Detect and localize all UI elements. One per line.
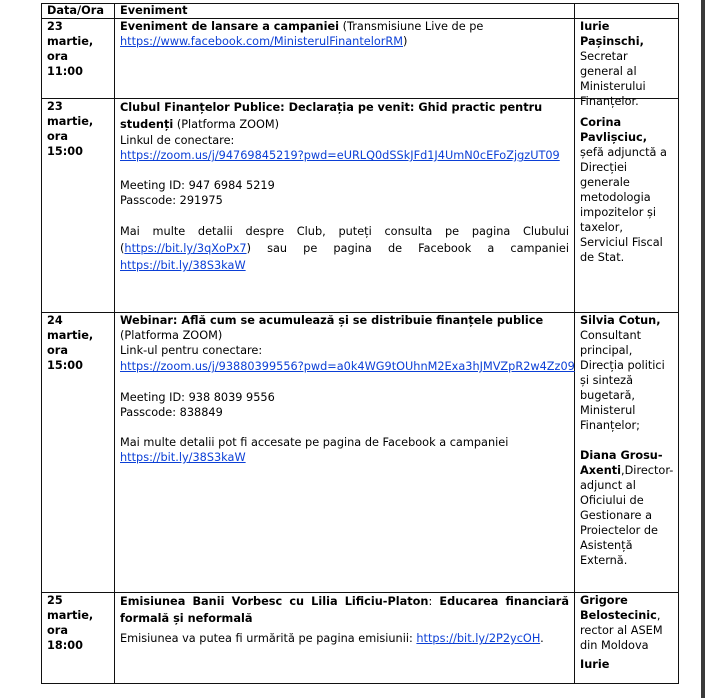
- header-date-label: Data/Ora: [47, 4, 104, 17]
- connect-label: Link-ul pentru conectare:: [120, 344, 263, 357]
- speaker-role: ,Director-adjunct al Oficiului de Gestionare a Proiectelor de Asistență Externă.: [580, 464, 674, 567]
- date-ora: ora: [47, 130, 68, 143]
- date-month: martie,: [47, 609, 94, 622]
- table-row: [42, 19, 678, 108]
- event-details: [115, 19, 575, 98]
- paren-open: (: [120, 242, 125, 255]
- date-month: martie,: [47, 115, 94, 128]
- speaker-name: Diana Grosu-Axenti: [580, 449, 663, 477]
- scrollbar[interactable]: [701, 0, 705, 698]
- table-row: [42, 99, 678, 313]
- event-date: [42, 99, 115, 312]
- passcode: Passcode: 291975: [120, 194, 223, 207]
- event-date: [42, 593, 115, 683]
- speaker-name: Grigore Belostecinic: [580, 594, 657, 622]
- speaker-name: Corina Pavlișciuc,: [580, 116, 648, 144]
- date-ora: ora: [47, 624, 68, 637]
- speaker-role: șefă adjunctă a Direcției generale metodologia impozitelor și taxelor, Serviciul Fiscal de Stat.: [580, 146, 667, 264]
- event-subtitle: Educarea financiară formală și neformală: [120, 595, 570, 625]
- event-speakers: [575, 19, 678, 108]
- zoom-link[interactable]: https://zoom.us/j/93880399556?pwd=a0k4WG9tOUhnM2Exa3hJMVZpR2w4Zz09: [120, 360, 575, 373]
- event-speakers: [575, 593, 678, 683]
- event-title-suffix: (Platforma ZOOM): [173, 118, 280, 131]
- table-header-row: [42, 4, 678, 19]
- header-event: [115, 4, 575, 18]
- speaker-name: Iurie Pașinschi,: [580, 20, 644, 48]
- event-title: Webinar: Află cum se acumulează și se distribuie finanțele publice: [120, 314, 544, 327]
- event-title-suffix: (Transmisiune Live de pe: [339, 20, 484, 33]
- event-date: [42, 313, 115, 592]
- speaker-role: , rector al ASEM din Moldova: [580, 609, 663, 652]
- header-speaker: [575, 4, 678, 18]
- zoom-link[interactable]: https://zoom.us/j/94769845219?pwd=eURLQ0dSSkJFd1J4UmN0cEFoZjgzUT09: [120, 149, 560, 162]
- speaker-name: Iurie: [580, 658, 610, 671]
- date-day: 25: [47, 594, 63, 607]
- table-row: [42, 313, 678, 593]
- event-details: [115, 313, 575, 592]
- speaker-role: Secretar general al Ministerului Finanțelor.: [580, 50, 646, 108]
- title-colon: :: [428, 595, 433, 608]
- link-suffix: .: [540, 632, 544, 645]
- event-title: Emisiunea Banii Vorbesc cu Lilia Lificiu-Platon: [120, 595, 429, 608]
- date-day: 23: [47, 100, 63, 113]
- passcode: Passcode: 838849: [120, 406, 223, 419]
- event-details: [115, 593, 575, 683]
- emisiune-link[interactable]: https://bit.ly/2P2ycOH: [416, 632, 541, 645]
- more-details-text-2: ) sau pe pagina de Facebook a campaniei: [246, 242, 569, 255]
- event-title: Eveniment de lansare a campaniei: [120, 20, 340, 33]
- campaign-facebook-link[interactable]: https://bit.ly/38S3kaW: [120, 259, 246, 272]
- more-details-text: Mai multe detalii pot fi accesate pe pagina de Facebook a campaniei: [120, 436, 509, 449]
- facebook-link[interactable]: https://www.facebook.com/MinisterulFinantelorRM: [120, 35, 404, 48]
- event-description: Emisiunea va putea fi urmărită pe pagina emisiunii:: [120, 632, 417, 645]
- event-details: [115, 99, 575, 312]
- date-time: 11:00: [47, 65, 83, 78]
- date-ora: ora: [47, 344, 68, 357]
- club-link[interactable]: https://bit.ly/3qXoPx7: [124, 242, 247, 255]
- date-month: martie,: [47, 35, 94, 48]
- date-time: 18:00: [47, 639, 83, 652]
- date-month: martie,: [47, 329, 94, 342]
- speaker-name: Silvia Cotun,: [580, 314, 661, 327]
- event-speakers: [575, 313, 678, 592]
- date-day: 23: [47, 20, 63, 33]
- event-title: Clubul Finanțelor Publice: Declarația pe venit: Ghid practic pentru studenți: [120, 101, 543, 131]
- table-row: [42, 593, 678, 683]
- more-details-text: Mai multe detalii despre Club, puteți consulta pe pagina Clubului: [120, 225, 569, 238]
- date-time: 15:00: [47, 359, 83, 372]
- date-day: 24: [47, 314, 63, 327]
- date-ora: ora: [47, 50, 68, 63]
- event-title-suffix: (Platforma ZOOM): [120, 329, 223, 342]
- connect-label: Linkul de conectare:: [120, 134, 235, 147]
- events-table: [41, 3, 679, 684]
- event-speakers: [575, 99, 678, 312]
- link-suffix: ): [403, 35, 408, 48]
- header-date: [42, 4, 115, 18]
- meeting-id: Meeting ID: 947 6984 5219: [120, 179, 275, 192]
- date-time: 15:00: [47, 145, 83, 158]
- speaker-role: Consultant principal, Direcția politici și sinteză bugetară, Ministerul Finanțelor;: [580, 329, 665, 432]
- meeting-id: Meeting ID: 938 8039 9556: [120, 391, 275, 404]
- campaign-facebook-link[interactable]: https://bit.ly/38S3kaW: [120, 451, 246, 464]
- header-event-label: Eveniment: [120, 4, 188, 17]
- event-date: [42, 19, 115, 98]
